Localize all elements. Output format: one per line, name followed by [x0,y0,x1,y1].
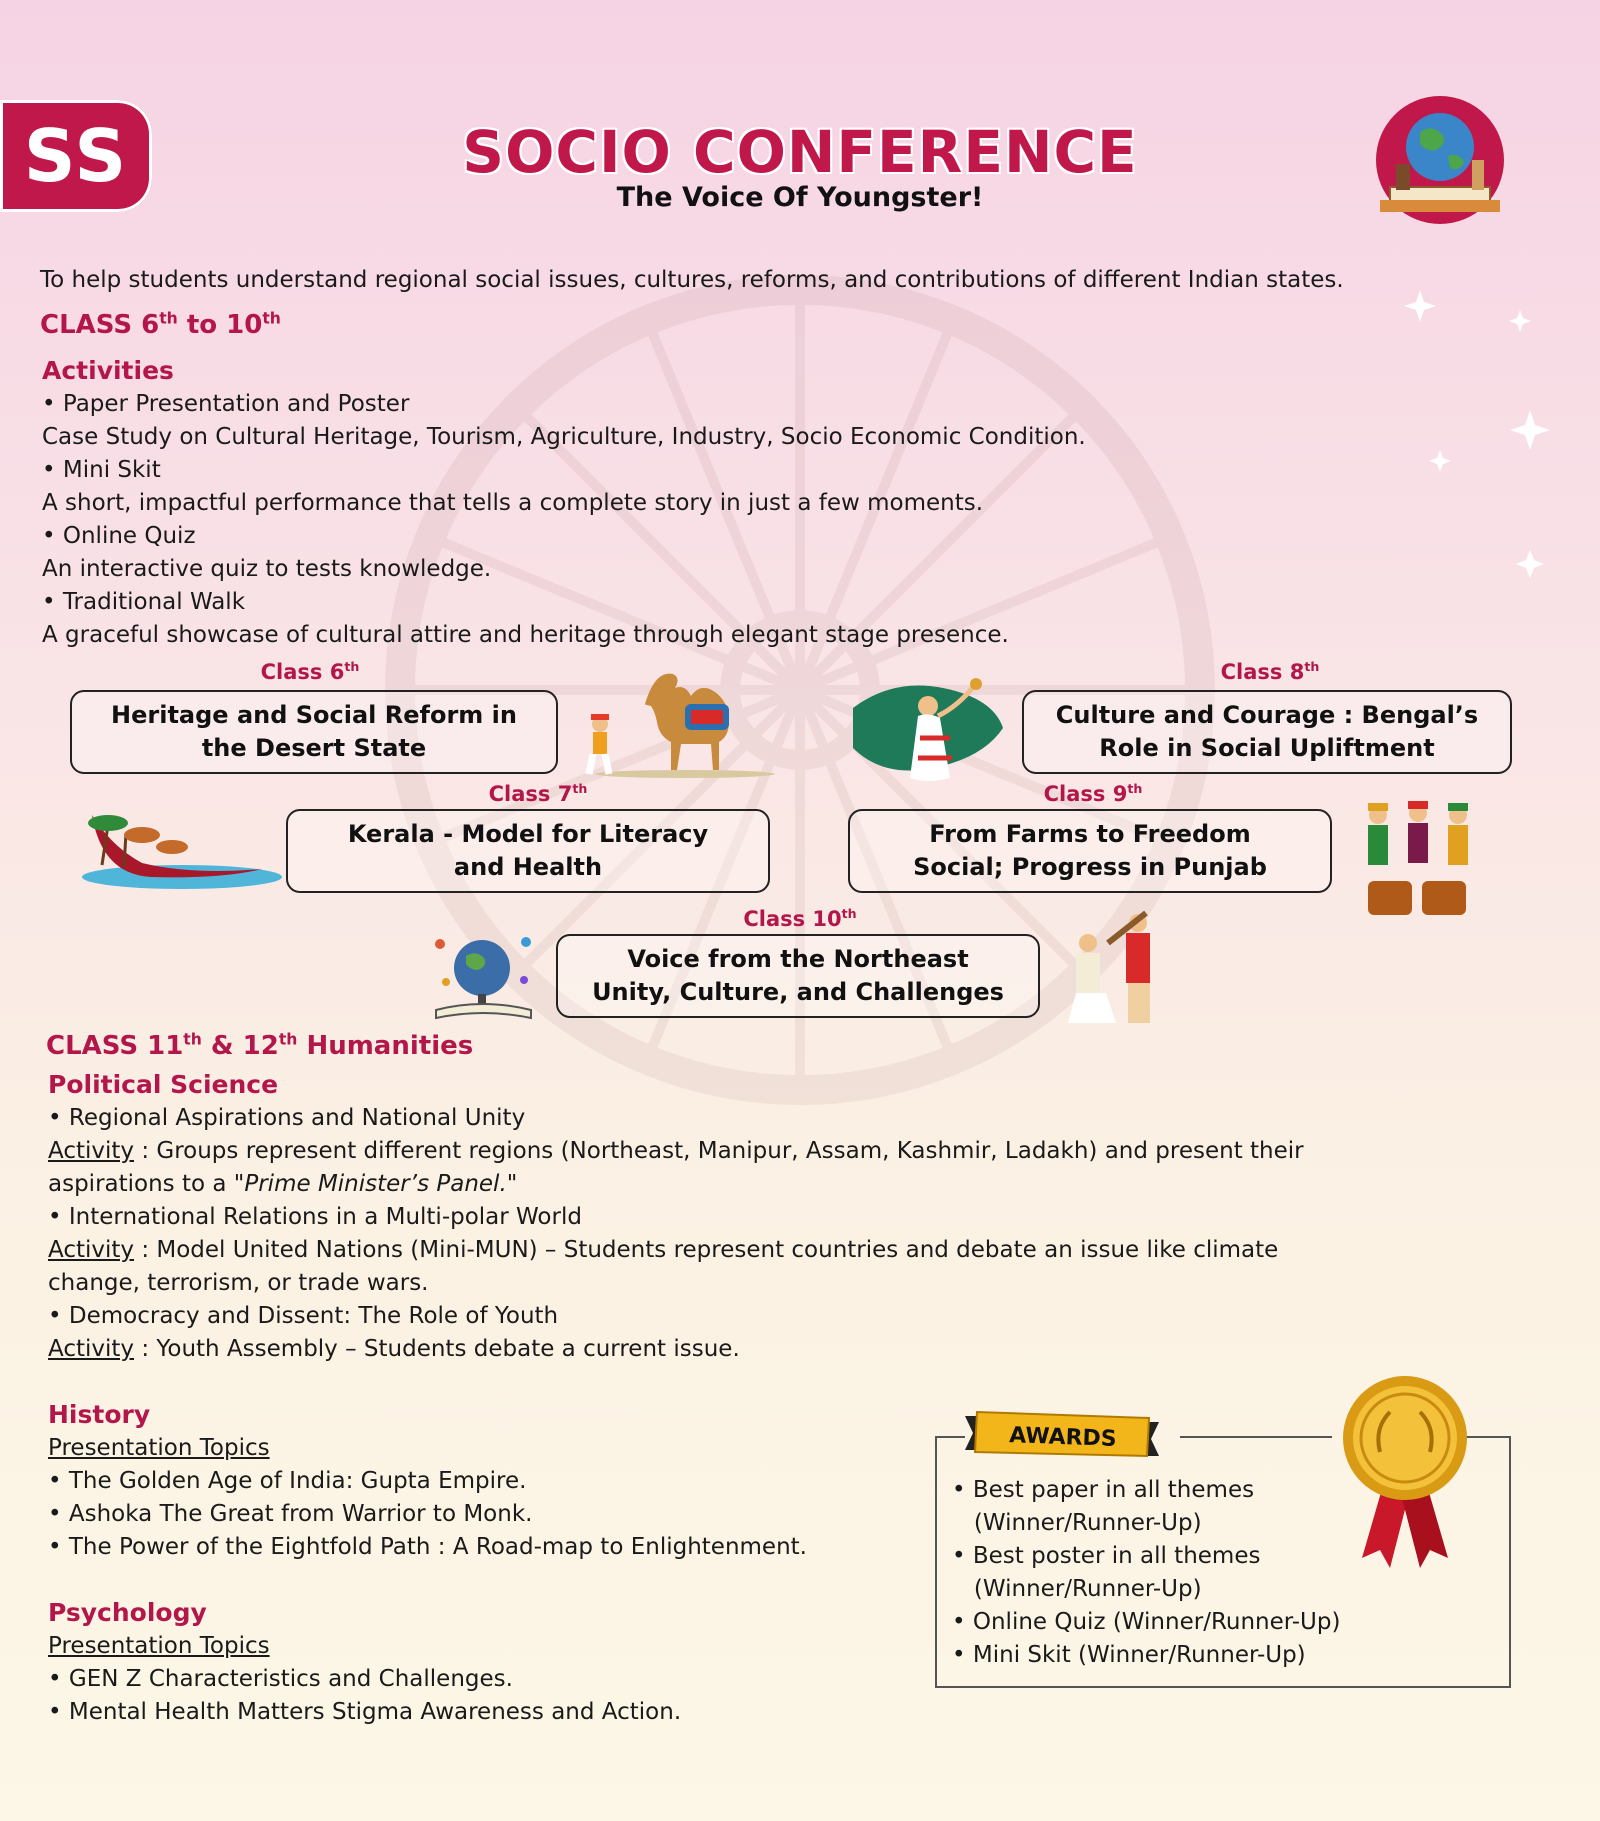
class-6-10-heading: CLASS 6th to 10th [40,309,281,340]
awards-label-ribbon [965,1408,1159,1464]
history-item: • Ashoka The Great from Warrior to Monk. [48,1501,533,1527]
polsci-activity: Activity : Model United Nations (Mini-MUN) – Students represent countries and debate an issue like climate [48,1237,1279,1263]
award-item: • Online Quiz (Winner/Runner-Up) [952,1609,1341,1635]
psychology-list [48,1630,681,1729]
class-7-label: Class 7th [488,781,588,806]
page-subtitle: The Voice Of Youngster! [616,182,984,213]
psychology-item: • GEN Z Characteristics and Challenges. [48,1666,513,1692]
awards-border-top-left [935,1436,965,1438]
globe-books-illustration [1360,92,1520,232]
psychology-subheading: Presentation Topics [48,1633,270,1659]
political-science-heading: Political Science [48,1070,279,1099]
polsci-activity: Activity : Youth Assembly – Students debate a current issue. [48,1336,740,1362]
ss-logo-badge: SS [0,100,152,212]
activities-heading: Activities [42,356,174,385]
activity-name: • Mini Skit [42,457,161,483]
globe-books-small-illustration [426,924,541,1024]
history-item: • The Golden Age of India: Gupta Empire. [48,1468,527,1494]
polsci-activity-cont: aspirations to a "Prime Minister’s Panel." [48,1171,518,1197]
gold-medal-icon [1340,1372,1470,1572]
class-10-topic-box: Voice from the Northeast Unity, Culture, and Challenges [556,934,1040,1018]
award-item: • Mini Skit (Winner/Runner-Up) [952,1642,1306,1668]
history-item: • The Power of the Eightfold Path : A Road-map to Enlightenment. [48,1534,807,1560]
activity-desc: An interactive quiz to tests knowledge. [42,556,492,582]
northeast-dancers-illustration [1058,903,1178,1029]
activity-name: • Paper Presentation and Poster [42,391,410,417]
political-science-list [48,1102,1304,1366]
award-item: • Best paper in all themes [952,1477,1255,1503]
class-10-label: Class 10th [743,906,857,931]
polsci-activity-cont: change, terrorism, or trade wars. [48,1270,429,1296]
class-11-12-heading: CLASS 11th & 12th Humanities [46,1030,474,1061]
activities-list [42,388,1086,652]
class-9-topic-box: From Farms to Freedom Social; Progress in Punjab [848,809,1332,893]
class-6-label: Class 6th [260,659,360,684]
activity-name: • Traditional Walk [42,589,246,615]
award-item: • Best poster in all themes [952,1543,1261,1569]
polsci-topic: • Democracy and Dissent: The Role of Youth [48,1303,559,1329]
kerala-boat-illustration [72,795,282,895]
bengal-dancer-illustration [848,668,1008,788]
psychology-heading: Psychology [48,1598,207,1627]
polsci-topic: • International Relations in a Multi-polar World [48,1204,582,1230]
awards-border-top-mid [1180,1436,1332,1438]
class-8-topic-box: Culture and Courage : Bengal’s Role in Social Upliftment [1022,690,1512,774]
class-8-label: Class 8th [1220,659,1320,684]
activity-name: • Online Quiz [42,523,196,549]
class-9-label: Class 9th [1043,781,1143,806]
activity-desc: A short, impactful performance that tells a complete story in just a few moments. [42,490,984,516]
polsci-activity: Activity : Groups represent different regions (Northeast, Manipur, Assam, Kashmir, Ladakh) and present their [48,1138,1304,1164]
award-item: (Winner/Runner-Up) [952,1510,1202,1536]
history-subheading: Presentation Topics [48,1435,270,1461]
camel-illustration [575,664,775,779]
activity-desc: Case Study on Cultural Heritage, Tourism, Agriculture, Industry, Socio Economic Condition. [42,424,1086,450]
page-title: SOCIO CONFERENCE [462,118,1138,186]
class-6-topic-box: Heritage and Social Reform in the Desert State [70,690,558,774]
awards-label: AWARDS [1008,1423,1118,1452]
sparkles-decoration [1380,260,1580,580]
punjab-bhangra-illustration [1348,795,1488,920]
history-heading: History [48,1400,151,1429]
intro-text: To help students understand regional social issues, cultures, reforms, and contributions of different Indian states. [40,267,1344,293]
awards-list [952,1474,1340,1672]
class-7-topic-box: Kerala - Model for Literacy and Health [286,809,770,893]
psychology-item: • Mental Health Matters Stigma Awareness and Action. [48,1699,682,1725]
polsci-topic: • Regional Aspirations and National Unity [48,1105,526,1131]
award-item: (Winner/Runner-Up) [952,1576,1202,1602]
activity-desc: A graceful showcase of cultural attire and heritage through elegant stage presence. [42,622,1009,648]
history-list [48,1432,807,1564]
